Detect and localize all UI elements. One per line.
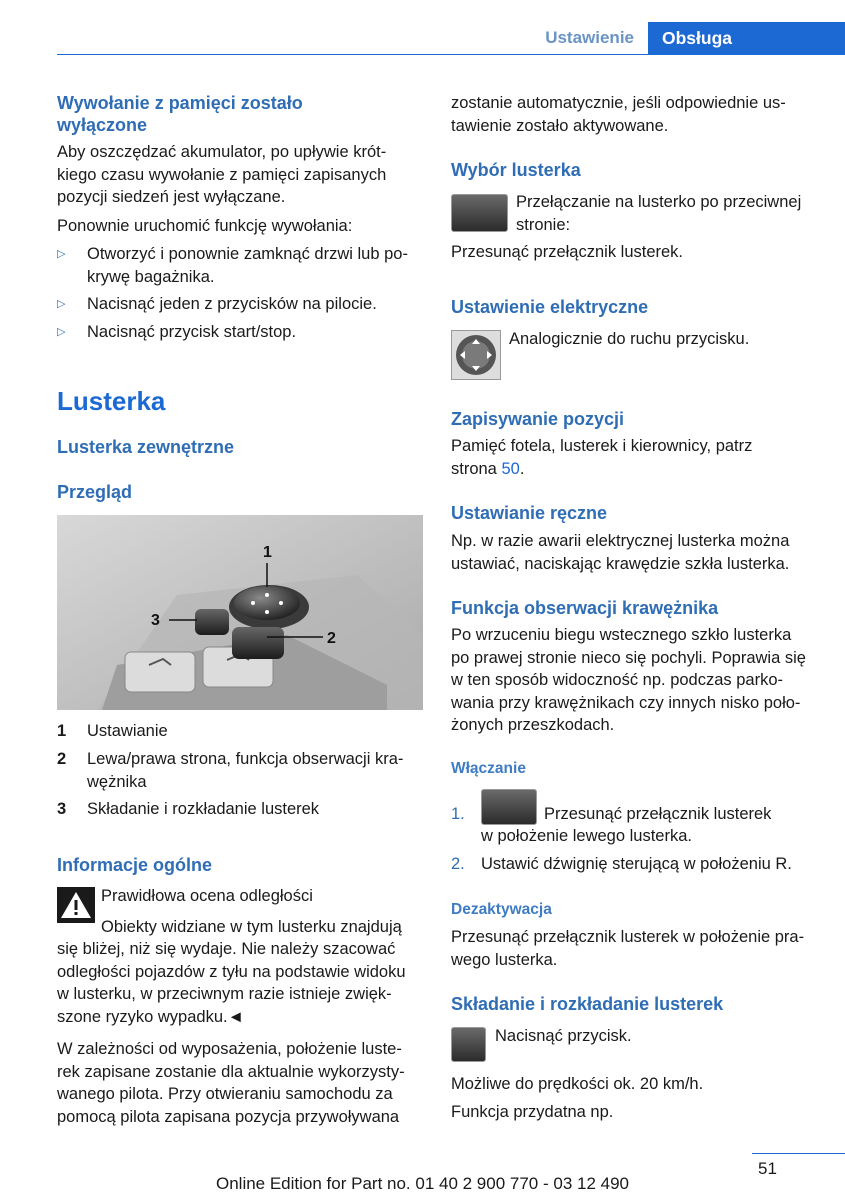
callout-2: 2 (327, 630, 336, 647)
warning-icon (57, 887, 95, 923)
disable-text (451, 926, 821, 971)
mirror-select-text: Przesunąć przełącznik lusterek. (451, 243, 684, 261)
general-paragraph (57, 1038, 423, 1128)
enable-heading: Włączanie (451, 760, 526, 777)
text-line: wężnika (87, 772, 147, 791)
text-line: wego lusterka. (451, 950, 558, 969)
text-span: strona (451, 459, 502, 478)
legend-text: Ustawianie (87, 722, 168, 740)
fold-button-icon (451, 1027, 486, 1062)
disable-heading: Dezaktywacja (451, 901, 552, 918)
list-item (57, 321, 423, 345)
text-line: Np. w razie awarii elektrycznej lusterka można (451, 532, 790, 550)
text-line: rek zapisane zostanie dla aktualnie wykorzysty- (57, 1062, 405, 1081)
mirror-switch-left-icon (481, 789, 537, 825)
fold-speed-text: Możliwe do prędkości ok. 20 km/h. (451, 1075, 704, 1093)
general-info-heading: Informacje ogólne (57, 855, 213, 875)
step-text: w położenie lewego lusterka. (481, 827, 692, 845)
legend-item (57, 798, 423, 822)
heading-line: wyłączone (57, 115, 148, 135)
mirror-controls-photo (57, 515, 423, 710)
text-line: kiego czasu wywołanie z pamięci zapisanych (57, 165, 387, 184)
text-line: po prawej stronie nieco się pochyli. Poprawia się (451, 648, 806, 667)
legend-item (57, 748, 423, 796)
text-line: wania przy krawężnikach czy innych nisko poło- (451, 693, 801, 712)
mirror-select-icon-text (516, 191, 821, 236)
warning-text (57, 938, 423, 1028)
footer-rule (752, 1153, 845, 1154)
fold-icon-text: Nacisnąć przycisk. (495, 1027, 632, 1045)
mirror-controls-illustration (57, 515, 423, 710)
legend-text: Składanie i rozkładanie lusterek (87, 800, 320, 818)
overview-title: Przegląd (57, 482, 133, 502)
restart-text: Ponownie uruchomić funkcję wywołania: (57, 217, 353, 235)
fold-heading: Składanie i rozkładanie lusterek (451, 994, 724, 1014)
memory-off-paragraph (57, 141, 423, 209)
text-line: tawienie zostało aktywowane. (451, 116, 669, 135)
legend-text (87, 748, 427, 793)
step-number: 2. (451, 855, 465, 873)
fold-useful-text: Funkcja przydatna np. (451, 1103, 614, 1121)
legend-number: 1 (57, 722, 67, 740)
step-item (451, 853, 821, 877)
warning-title: Prawidłowa ocena odległości (101, 887, 313, 905)
save-position-text (451, 435, 821, 480)
callout-3: 3 (151, 612, 160, 629)
text-line: Przesunąć przełącznik lusterek w położenie pra- (451, 928, 805, 946)
text-line: w ten sposób widoczność np. podczas parko- (451, 671, 784, 689)
text-line (451, 458, 821, 481)
mirrors-title: Lusterka (57, 386, 166, 416)
header-section-tab[interactable]: Ustawienie (545, 28, 634, 47)
text-line: Otworzyć i ponownie zamknąć drzwi lub po- (87, 245, 408, 263)
list-item (57, 293, 423, 317)
text-line: wanego pilota. Przy otwieraniu samochodu za (57, 1085, 393, 1103)
exterior-mirrors-title: Lusterka zewnętrzne (57, 437, 235, 457)
footer-edition: Online Edition for Part no. 01 40 2 900 770 - 03 12 490 (215, 1174, 629, 1193)
text-span: . (519, 459, 525, 478)
text-line: żonych przeszkodach. (451, 716, 615, 734)
text-line: pomocą pilota zapisana pozycja przywoływana (57, 1107, 400, 1126)
text-line: krywę bagażnika. (87, 267, 215, 286)
text-line: stronie: (516, 215, 571, 234)
text-line: Przełączanie na lusterko po przeciwnej (516, 193, 802, 211)
bullet-icon: ▷ (57, 248, 66, 260)
list-item-text (87, 243, 423, 288)
text-line: ustawiać, naciskając krawędzie szkła lusterka. (451, 554, 790, 573)
header-rule (57, 54, 845, 55)
manual-adjust-heading: Ustawianie ręczne (451, 503, 608, 523)
step-number: 1. (451, 805, 465, 823)
callout-1: 1 (263, 544, 272, 561)
heading-line: Wywołanie z pamięci zostało (57, 93, 303, 113)
header-chapter-tab[interactable]: Obsługa (648, 22, 845, 54)
warning-line: Obiekty widziane w tym lusterku znajdują (101, 918, 402, 936)
step-text: Ustawić dźwignię sterującą w położeniu R. (481, 855, 792, 873)
page-reference-link[interactable]: 50 (501, 459, 520, 478)
legend-number: 2 (57, 750, 67, 768)
text-line: Pamięć fotela, lusterek i kierownicy, patrz (451, 437, 753, 455)
curb-function-heading: Funkcja obserwacji krawężnika (451, 598, 719, 618)
legend-item (57, 720, 423, 744)
curb-function-text (451, 624, 821, 737)
text-line: Lewa/prawa strona, funkcja obserwacji kra- (87, 750, 404, 768)
text-line: się bliżej, niż się wydaje. Nie należy szacować (57, 940, 396, 958)
electric-adjust-text: Analogicznie do ruchu przycisku. (509, 330, 750, 348)
save-position-heading: Zapisywanie pozycji (451, 409, 625, 429)
text-line: szone ryzyko wypadku.◄ (57, 1007, 244, 1026)
direction-pad-icon (451, 330, 501, 380)
text-line: W zależności od wyposażenia, położenie luste- (57, 1040, 402, 1058)
step-text: Przesunąć przełącznik lusterek (544, 805, 772, 823)
page-number: 51 (758, 1159, 777, 1178)
text-line: Po wrzuceniu biegu wstecznego szkło lusterka (451, 626, 792, 644)
text-line: Aby oszczędzać akumulator, po upływie krót- (57, 143, 387, 161)
step-item (451, 803, 821, 847)
mirror-select-heading: Wybór lusterka (451, 160, 581, 180)
text-line: pozycji siedzeń jest wyłączane. (57, 188, 286, 206)
legend-number: 3 (57, 800, 67, 818)
text-line: zostanie automatycznie, jeśli odpowiednie us- (451, 94, 786, 112)
text-line: odległości pojazdów z tyłu na podstawie widoku (57, 962, 406, 981)
list-item-text: Nacisnąć jeden z przycisków na pilocie. (87, 295, 377, 313)
list-item (57, 243, 423, 291)
bullet-icon: ▷ (57, 298, 66, 310)
text-line: w lusterku, w przeciwnym razie istnieje zwięk- (57, 985, 392, 1003)
mirror-switch-icon (451, 194, 508, 232)
manual-adjust-text (451, 530, 821, 575)
memory-off-heading (57, 92, 423, 136)
continued-paragraph (451, 92, 821, 137)
bullet-icon: ▷ (57, 326, 66, 338)
list-item-text: Nacisnąć przycisk start/stop. (87, 323, 297, 341)
electric-adjust-heading: Ustawienie elektryczne (451, 297, 649, 317)
